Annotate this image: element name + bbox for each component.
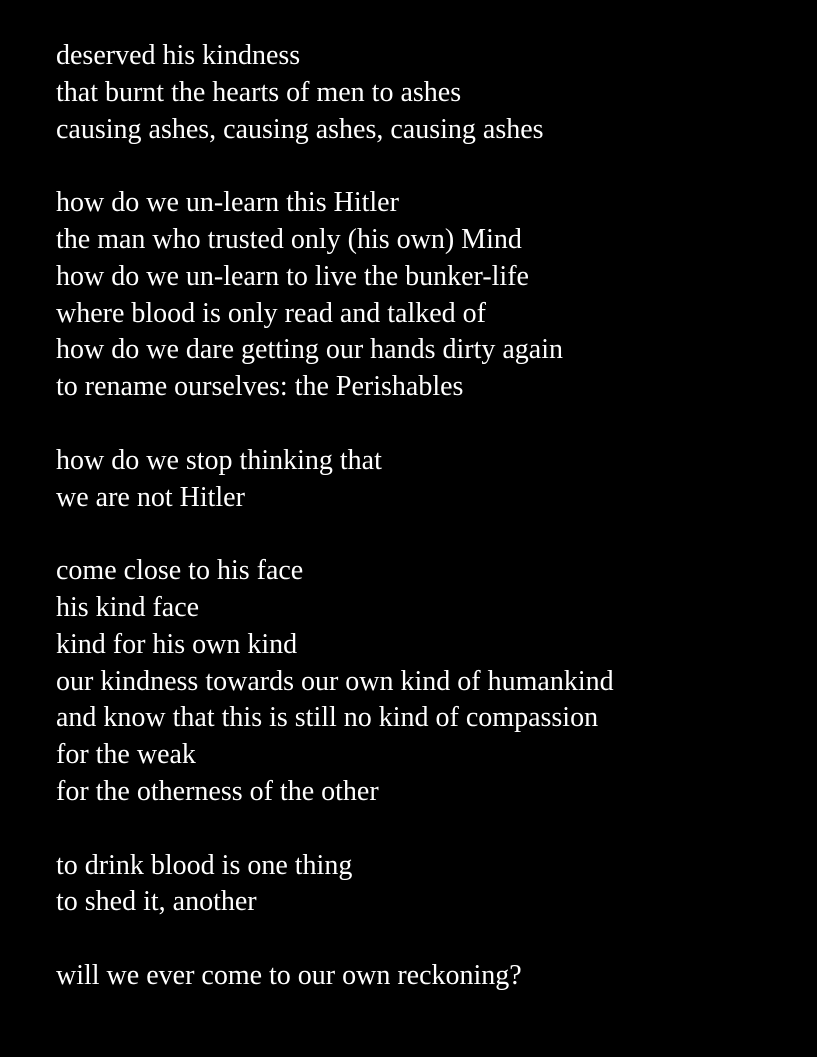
poem-line: we are not Hitler xyxy=(56,481,245,513)
poem-stanza-2 xyxy=(56,185,796,406)
poem-line: his kind face xyxy=(56,591,200,623)
poem-line: kind for his own kind xyxy=(56,628,298,660)
poem-line: how do we dare getting our hands dirty again xyxy=(56,334,563,366)
poem-line: deserved his kindness xyxy=(56,40,301,71)
poem-line: how do we stop thinking that xyxy=(56,444,382,476)
poem-stanza-3 xyxy=(56,443,796,517)
poem-line: how do we un-learn this Hitler xyxy=(56,187,399,219)
poem-stanza-1 xyxy=(56,38,796,148)
poem-line: for the weak xyxy=(56,739,196,771)
poem-line: will we ever come to our own reckoning? xyxy=(56,959,522,991)
poem-line: that burnt the hearts of men to ashes xyxy=(56,76,462,108)
poem-line: the man who trusted only (his own) Mind xyxy=(56,223,522,255)
poem-line: to rename ourselves: the Perishables xyxy=(56,371,464,403)
poem-stanza-4 xyxy=(56,553,796,811)
poem-line: our kindness towards our own kind of humankind xyxy=(56,665,614,697)
poem-body xyxy=(56,38,796,995)
poem-line: causing ashes, causing ashes, causing ashes xyxy=(56,113,544,145)
poem-line: for the otherness of the other xyxy=(56,775,379,807)
poem-line: to shed it, another xyxy=(56,886,257,918)
poem-line: and know that this is still no kind of compassion xyxy=(56,702,599,734)
poem-stanza-6 xyxy=(56,958,796,995)
poem-line: how do we un-learn to live the bunker-life xyxy=(56,260,529,292)
poem-line: where blood is only read and talked of xyxy=(56,297,486,329)
poem-line: come close to his face xyxy=(56,555,304,587)
poem-stanza-5 xyxy=(56,848,796,922)
poem-line: to drink blood is one thing xyxy=(56,849,353,881)
